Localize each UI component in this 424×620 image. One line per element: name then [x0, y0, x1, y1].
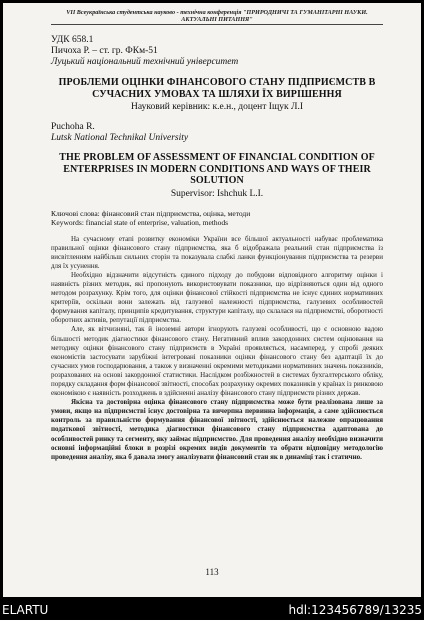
- page-number: 113: [205, 567, 219, 577]
- author-ua: Пичоха Р. – ст. гр. ФКм-51: [51, 46, 158, 56]
- title-en: [51, 152, 383, 187]
- viewer-footer: [0, 600, 424, 620]
- document-page: [3, 3, 421, 597]
- paragraph-3: Але, як вітчизняні, так й іноземні автори ігнорують галузеві особливості, що є основною вадою більшості методик діагностики фінансового стану. Негативний вплив закордонних систем оцінювання на методику оцінки фінансового стану підприємств в Україні проявляється, насамперед, у спробі деяких економістів застосувати зарубіжні інтегровані показники оцінки фінансового стану без адаптації їх до сучасних умов господарювання, а також у визначенні окремими методиками нормативних значень показників, розрахованих на основі закордонної статистики. Наслідком розбіжностей в системах бухгалтерського обліку, порядку складання форм фінансової звітності, способах розрахунку окремих показників у країнах із ринковою економікою є наявність розходжень в здійсненні аналізу фінансового стану підприємств різних держав.: [51, 325, 383, 398]
- conference-header: [51, 9, 383, 25]
- handle-identifier: hdl:123456789/13235: [288, 603, 422, 617]
- supervisor-ua: Науковий керівник: к.е.н., доцент Іщук Л.І: [130, 102, 303, 112]
- body-text: [51, 235, 383, 462]
- title-en-line2: ENTERPRISES IN MODERN CONDITIONS AND WAYS OF THEIR: [63, 163, 371, 175]
- paragraph-4: Якісна та достовірна оцінка фінансового стану підприємства може бути реалізована лише за умови, якщо на підприємстві існує достовірна та вичерпна первинна інформація, а саме здійснюється контроль за правильністю формування фінансової звітності, здійснюється належне опрацювання податкової звітності, методика діагностики фінансового стану підприємства адаптована до особливостей ринку та сегменту, яку займає підприємство. Для проведення аналізу необхідно визначити основні інформаційні блоки в розрізі окремих видів документів та обрати відповідну методологію проведення аналізу, яка б давала змогу аналізувати фінансовий стан як в динаміці так і статично.: [51, 398, 383, 461]
- keywords: [51, 209, 383, 227]
- udc-code: УДК 658.1: [51, 35, 94, 45]
- affiliation-ua: Луцький національний технічний університет: [51, 57, 239, 67]
- title-ua-line2: СУЧАСНИХ УМОВАХ ТА ШЛЯХИ ЇХ ВИРІШЕННЯ: [92, 88, 342, 100]
- title-en-line1: THE PROBLEM OF ASSESSMENT OF FINANCIAL CONDITION OF: [59, 152, 375, 163]
- affiliation-en: Lutsk National Technikal University: [51, 133, 189, 143]
- repository-name: ELARTU: [2, 603, 49, 617]
- conference-header-line1: VII Всеукраїнська студентська науково - технічна конференція "ПРИРОДНИЧІ ТА ГУМАНІТАРНІ НАУКИ.: [66, 9, 368, 16]
- title-ua-line1: ПРОБЛЕМИ ОЦІНКИ ФІНАНСОВОГО СТАНУ ПІДПРИЄМСТВ В: [58, 77, 376, 88]
- title-ua: [51, 77, 383, 100]
- paragraph-2: Необхідно відзначити відсутність єдиного підходу до побудови відповідного алгоритму оцінки і наявність різних методик, які пропонують використовувати показники, що відрізняються один від одного методом розрахунку. Крім того, для оцінки фінансової стійкості підприємства не існує єдиних нормативних критеріїв, оскільки вони залежать від галузевої належності підприємства, галузевих особливостей формування капіталу, принципів кредитування, структури капіталу, що склалася на підприємстві, оборотності оборотних активів, репутації підприємства.: [51, 270, 383, 325]
- author-en: Puchoha R.: [51, 122, 95, 132]
- supervisor-en: Supervisor: Ishchuk L.I.: [170, 188, 264, 199]
- keywords-en: Keywords: financial state of enterprise, valuation, methods: [51, 217, 229, 227]
- keywords-ua: Ключові слова: фінансовий стан підприємства, оцінка, методи: [51, 208, 251, 218]
- conference-header-line2: АКТУАЛЬНІ ПИТАННЯ": [181, 16, 253, 23]
- paragraph-1: На сучасному етапі розвитку економіки України все більшої актуальності набуває проблематика правильної оцінки фінансового стану підприємства, яка б відображала реальний стан підприємства із висвітленням найбільш сильних сторін та показувала слабкі ланки функціонування підприємства та резерви для їх усунення.: [51, 234, 383, 270]
- title-en-line3: SOLUTION: [190, 175, 244, 186]
